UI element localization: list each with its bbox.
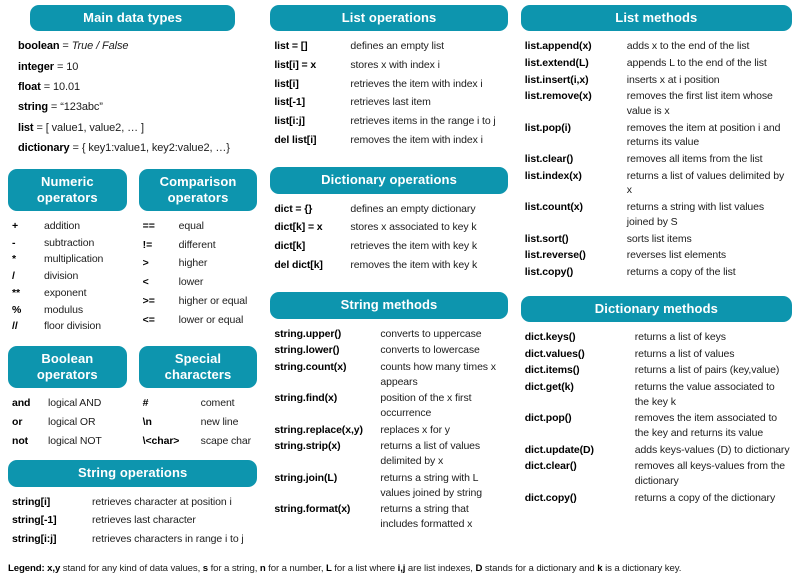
dictionary-operations-list bbox=[270, 194, 507, 277]
section-header-special-characters: Special characters bbox=[139, 346, 258, 389]
row-term: % bbox=[12, 303, 22, 316]
row-term: string[i] bbox=[12, 495, 51, 508]
table-row bbox=[12, 513, 255, 528]
table-row bbox=[12, 286, 125, 301]
row-description: exponent bbox=[44, 286, 87, 299]
table-row bbox=[274, 423, 505, 438]
string-methods-list bbox=[270, 319, 507, 536]
row-term: integer bbox=[18, 60, 54, 73]
table-row bbox=[274, 502, 505, 531]
dictionary-methods-list bbox=[521, 322, 792, 510]
row-term: boolean bbox=[18, 40, 60, 53]
section-numeric-operators bbox=[8, 169, 127, 338]
row-term: list.pop(i) bbox=[524, 121, 571, 134]
table-row bbox=[525, 169, 790, 198]
table-row bbox=[18, 100, 255, 115]
row-term: < bbox=[142, 276, 149, 289]
row-term: list[i:j] bbox=[274, 115, 305, 127]
section-main-data-types bbox=[8, 5, 257, 161]
table-row bbox=[525, 73, 790, 88]
table-row bbox=[525, 39, 790, 54]
legend-segment: stands for a dictionary and bbox=[482, 562, 598, 574]
row-term: dict.get(k) bbox=[524, 380, 574, 393]
row-description: removes the item at position i and returns its value bbox=[626, 121, 781, 149]
row-term: list = [] bbox=[274, 40, 308, 53]
row-term: / bbox=[12, 270, 15, 283]
table-row bbox=[12, 252, 125, 267]
row-description: returns a list of pairs (key,value) bbox=[634, 364, 780, 377]
section-header-boolean-operators: Boolean operators bbox=[8, 346, 127, 389]
row-term: string.replace(x,y) bbox=[274, 423, 363, 436]
table-row bbox=[12, 532, 255, 547]
table-row bbox=[274, 77, 505, 92]
row-term: del dict[k] bbox=[274, 258, 323, 271]
table-row bbox=[143, 275, 256, 290]
table-row bbox=[12, 396, 125, 411]
row-term: # bbox=[142, 397, 149, 410]
legend-segment: i,j bbox=[397, 562, 406, 574]
row-description: lower or equal bbox=[178, 313, 244, 326]
section-string-operations bbox=[8, 460, 257, 550]
table-row bbox=[12, 303, 125, 318]
table-row bbox=[143, 294, 256, 309]
row-term: <= bbox=[142, 313, 155, 326]
table-row bbox=[274, 39, 505, 54]
comparison-operators-list bbox=[139, 211, 258, 331]
row-description: removes the first list item whose value is x bbox=[626, 90, 773, 117]
row-description: returns a copy of the dictionary bbox=[634, 491, 776, 504]
table-row bbox=[525, 363, 790, 378]
row-term: string.find(x) bbox=[274, 392, 338, 405]
table-row bbox=[274, 327, 505, 342]
table-row bbox=[274, 58, 505, 73]
row-value: “123abc” bbox=[60, 101, 103, 114]
row-term: \<char> bbox=[142, 434, 180, 447]
row-description: logical NOT bbox=[48, 434, 102, 447]
table-row bbox=[274, 471, 505, 500]
row-term: dictionary bbox=[18, 142, 70, 155]
row-value: [ value1, value2, … ] bbox=[45, 121, 144, 134]
row-description: position of the x first occurrence bbox=[380, 392, 472, 420]
row-description: retrieves the item with index i bbox=[350, 77, 483, 90]
table-row bbox=[525, 232, 790, 247]
row-description: returns a list of values delimited by x bbox=[626, 169, 785, 197]
main-data-types-list bbox=[8, 31, 257, 160]
row-term: + bbox=[12, 220, 19, 233]
row-value: True / False bbox=[71, 40, 129, 53]
legend-segment: for a string, bbox=[208, 562, 260, 574]
table-row bbox=[143, 238, 256, 253]
row-description: removes the item with key k bbox=[350, 258, 478, 271]
row-term: dict = {} bbox=[274, 202, 313, 215]
row-term: dict[k] bbox=[274, 240, 306, 252]
section-header-dictionary-methods: Dictionary methods bbox=[521, 296, 792, 322]
row-separator: = bbox=[33, 121, 46, 134]
table-row bbox=[18, 141, 255, 156]
section-header-comparison-operators: Comparison operators bbox=[139, 169, 258, 212]
column-left bbox=[8, 5, 257, 559]
table-row bbox=[12, 415, 125, 430]
row-value: { key1:value1, key2:value2, …} bbox=[81, 142, 230, 155]
row-description: returns a string with list values joined by S bbox=[626, 201, 765, 228]
row-term: - bbox=[12, 236, 16, 249]
row-description: higher bbox=[178, 257, 208, 270]
row-term: dict.update(D) bbox=[524, 443, 594, 456]
table-row bbox=[274, 95, 505, 110]
section-special-characters bbox=[139, 346, 258, 453]
string-operations-list bbox=[8, 487, 257, 551]
row-term: string.upper() bbox=[274, 327, 342, 340]
table-row bbox=[525, 459, 790, 488]
list-methods-list bbox=[521, 31, 792, 283]
row-description: appends L to the end of the list bbox=[626, 56, 767, 69]
table-row bbox=[143, 415, 256, 430]
row-description: lower bbox=[178, 276, 204, 289]
row-description: retrieves character at position i bbox=[92, 495, 232, 508]
table-row bbox=[18, 39, 255, 54]
row-description: logical OR bbox=[48, 416, 96, 429]
table-row bbox=[274, 220, 505, 235]
table-row bbox=[12, 219, 125, 234]
row-term: string[-1] bbox=[12, 514, 57, 527]
row-term: list.reverse() bbox=[524, 249, 586, 262]
table-row bbox=[525, 89, 790, 118]
table-row bbox=[525, 265, 790, 280]
row-description: returns a string with L values joined by string bbox=[380, 471, 482, 499]
row-term: string.lower() bbox=[274, 344, 340, 357]
row-description: retrieves items in the range i to j bbox=[350, 115, 496, 127]
row-description: returns a list of keys bbox=[634, 330, 726, 343]
legend-segment: for a number, bbox=[265, 562, 326, 574]
table-row bbox=[525, 121, 790, 150]
row-description: returns a string that includes formatted x bbox=[380, 503, 473, 530]
row-term: list.index(x) bbox=[524, 169, 582, 182]
legend-segment: are list indexes, bbox=[405, 562, 476, 574]
row-term: del list[i] bbox=[274, 133, 317, 146]
row-description: defines an empty list bbox=[350, 40, 444, 53]
section-dictionary-operations bbox=[270, 167, 507, 276]
section-header-list-operations: List operations bbox=[270, 5, 507, 31]
table-row bbox=[525, 200, 790, 229]
table-row bbox=[525, 411, 790, 440]
row-description: returns the value associated to the key k bbox=[634, 380, 775, 408]
row-term: string.format(x) bbox=[274, 503, 351, 516]
section-list-methods bbox=[521, 5, 792, 284]
table-row bbox=[143, 434, 256, 449]
table-row bbox=[274, 239, 505, 254]
row-description: converts to uppercase bbox=[380, 327, 482, 340]
row-term: string.count(x) bbox=[274, 361, 347, 373]
row-term: list[i] bbox=[274, 77, 299, 90]
row-description: different bbox=[178, 238, 216, 251]
row-term: dict.values() bbox=[524, 347, 585, 360]
table-row bbox=[143, 313, 256, 328]
row-description: scape char bbox=[200, 434, 252, 447]
legend-segment: L bbox=[325, 562, 332, 574]
column-right bbox=[521, 5, 792, 559]
section-header-string-operations: String operations bbox=[8, 460, 257, 486]
legend-segment: is a dictionary key. bbox=[602, 562, 682, 574]
row-term: dict.pop() bbox=[524, 412, 572, 425]
table-row bbox=[18, 60, 255, 75]
row-description: adds keys-values (D) to dictionary bbox=[634, 443, 790, 456]
section-header-string-methods: String methods bbox=[270, 292, 507, 318]
row-term: > bbox=[142, 257, 149, 270]
row-term: or bbox=[12, 416, 23, 429]
row-description: removes the item with index i bbox=[350, 133, 483, 146]
row-description: equal bbox=[178, 220, 204, 233]
row-term: // bbox=[12, 320, 18, 333]
row-description: new line bbox=[200, 416, 239, 429]
row-description: retrieves the item with key k bbox=[350, 240, 477, 252]
table-row bbox=[274, 258, 505, 273]
row-description: division bbox=[44, 270, 79, 283]
row-description: stores x associated to key k bbox=[350, 221, 477, 234]
section-header-dictionary-operations: Dictionary operations bbox=[270, 167, 507, 193]
table-row bbox=[12, 269, 125, 284]
operators-row-1 bbox=[8, 169, 257, 346]
row-description: defines an empty dictionary bbox=[350, 202, 476, 215]
row-value: 10 bbox=[66, 60, 79, 73]
table-row bbox=[274, 360, 505, 389]
row-description: multiplication bbox=[44, 253, 104, 266]
row-term: dict.items() bbox=[524, 364, 580, 377]
legend-segment: stand for any kind of data values, bbox=[60, 562, 203, 574]
row-separator: = bbox=[69, 142, 82, 155]
row-description: floor division bbox=[44, 320, 101, 333]
row-separator: = bbox=[53, 60, 67, 73]
row-description: returns a list of values delimited by x bbox=[380, 440, 481, 468]
table-row bbox=[525, 330, 790, 345]
row-term: string[i:j] bbox=[12, 533, 57, 546]
section-dictionary-methods bbox=[521, 296, 792, 510]
row-description: removes the item associated to the key and returns its value bbox=[634, 412, 778, 439]
row-term: \n bbox=[142, 416, 152, 429]
row-term: dict.copy() bbox=[524, 491, 577, 504]
row-description: reverses list elements bbox=[626, 249, 727, 262]
list-operations-list bbox=[270, 31, 507, 151]
table-row bbox=[525, 248, 790, 263]
section-list-operations bbox=[270, 5, 507, 151]
row-separator: = bbox=[47, 101, 61, 114]
row-description: counts how many times x appears bbox=[380, 361, 496, 388]
table-row bbox=[525, 152, 790, 167]
row-description: removes all keys-values from the dictionary bbox=[634, 460, 785, 487]
row-description: returns a copy of the list bbox=[626, 265, 736, 278]
row-term: list.remove(x) bbox=[524, 90, 592, 103]
row-term: list.count(x) bbox=[524, 201, 583, 214]
boolean-operators-list bbox=[8, 388, 127, 452]
row-term: list.insert(i,x) bbox=[524, 73, 589, 86]
table-row bbox=[274, 114, 505, 129]
row-term: dict[k] = x bbox=[274, 221, 323, 234]
row-description: stores x with index i bbox=[350, 58, 440, 71]
table-row bbox=[525, 380, 790, 409]
row-description: retrieves last item bbox=[350, 96, 431, 109]
row-separator: = bbox=[40, 81, 53, 94]
row-term: string.join(L) bbox=[274, 471, 338, 484]
numeric-operators-list bbox=[8, 211, 127, 338]
table-row bbox=[274, 133, 505, 148]
row-term: list[-1] bbox=[274, 96, 306, 109]
row-separator: = bbox=[59, 40, 72, 53]
row-description: removes all items from the list bbox=[626, 153, 763, 166]
row-term: >= bbox=[142, 294, 155, 307]
table-row bbox=[525, 491, 790, 506]
legend-segment: D bbox=[475, 562, 483, 574]
table-row bbox=[525, 443, 790, 458]
legend-segment: Legend: x,y bbox=[8, 562, 61, 574]
section-header-main-data-types: Main data types bbox=[30, 5, 235, 31]
table-row bbox=[12, 495, 255, 510]
row-term: string bbox=[18, 101, 48, 114]
row-description: retrieves characters in range i to j bbox=[92, 533, 244, 546]
row-description: adds x to the end of the list bbox=[626, 40, 750, 53]
table-row bbox=[12, 434, 125, 449]
row-description: addition bbox=[44, 220, 80, 233]
section-string-methods bbox=[270, 292, 507, 535]
table-row bbox=[12, 236, 125, 251]
row-description: modulus bbox=[44, 303, 83, 316]
table-row bbox=[143, 396, 256, 411]
row-value: 10.01 bbox=[52, 81, 81, 94]
table-row bbox=[18, 121, 255, 136]
row-description: sorts list items bbox=[626, 232, 692, 245]
table-row bbox=[143, 219, 256, 234]
row-term: not bbox=[12, 434, 29, 447]
table-row bbox=[525, 56, 790, 71]
row-term: list.sort() bbox=[524, 232, 569, 245]
table-row bbox=[274, 391, 505, 420]
legend-segment: k bbox=[597, 562, 603, 574]
row-term: * bbox=[12, 253, 16, 266]
row-description: subtraction bbox=[44, 236, 95, 249]
table-row bbox=[274, 343, 505, 358]
row-description: higher or equal bbox=[178, 294, 248, 307]
table-row bbox=[274, 202, 505, 217]
row-term: list.copy() bbox=[524, 265, 574, 278]
table-row bbox=[143, 256, 256, 271]
row-description: converts to lowercase bbox=[380, 344, 480, 357]
section-header-list-methods: List methods bbox=[521, 5, 792, 31]
legend-segment: for a list where bbox=[331, 562, 398, 574]
row-term: list[i] = x bbox=[274, 58, 317, 71]
row-term: == bbox=[142, 220, 155, 233]
row-description: replaces x for y bbox=[380, 423, 450, 436]
table-row bbox=[12, 319, 125, 334]
section-comparison-operators bbox=[139, 169, 258, 338]
row-term: != bbox=[142, 238, 153, 251]
section-header-numeric-operators: Numeric operators bbox=[8, 169, 127, 212]
operators-row-2 bbox=[8, 346, 257, 461]
row-description: logical AND bbox=[48, 397, 102, 410]
row-term: float bbox=[18, 81, 41, 94]
row-description: returns a list of values bbox=[634, 347, 735, 360]
row-term: list.clear() bbox=[524, 153, 574, 166]
table-row bbox=[274, 439, 505, 468]
row-term: list.append(x) bbox=[524, 40, 592, 53]
table-row bbox=[525, 347, 790, 362]
row-term: list.extend(L) bbox=[524, 56, 589, 69]
row-description: coment bbox=[200, 397, 235, 410]
legend-segment: s bbox=[202, 562, 208, 574]
special-characters-list bbox=[139, 388, 258, 452]
section-boolean-operators bbox=[8, 346, 127, 453]
row-term: list bbox=[18, 121, 34, 134]
column-middle bbox=[270, 5, 507, 559]
table-row bbox=[18, 80, 255, 95]
row-description: inserts x at i position bbox=[626, 73, 720, 86]
row-description: retrieves last character bbox=[92, 514, 196, 527]
legend bbox=[0, 559, 800, 580]
row-term: dict.clear() bbox=[524, 460, 577, 473]
row-term: string.strip(x) bbox=[274, 440, 341, 453]
row-term: dict.keys() bbox=[524, 330, 576, 343]
row-term: ** bbox=[12, 286, 20, 299]
legend-segment: n bbox=[259, 562, 266, 574]
row-term: and bbox=[12, 397, 31, 410]
